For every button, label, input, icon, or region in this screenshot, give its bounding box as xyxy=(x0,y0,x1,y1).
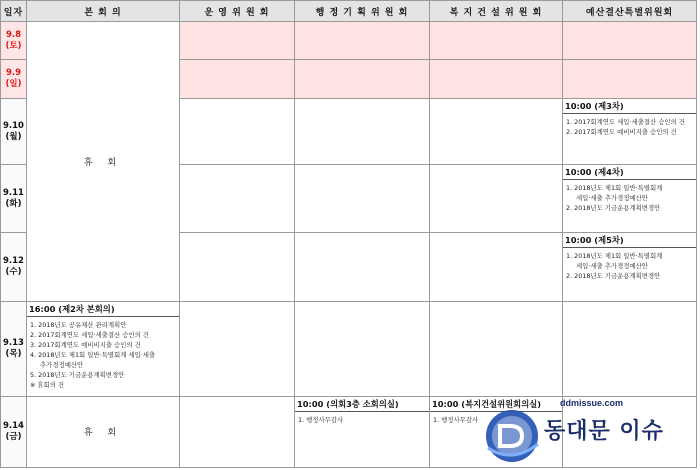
agenda-list xyxy=(563,117,696,137)
day-dow: (수) xyxy=(5,267,22,278)
agenda-list xyxy=(27,320,179,380)
cell-admin xyxy=(295,99,430,165)
row-9-8 xyxy=(1,22,697,60)
header-plenary: 본 회 의 xyxy=(27,1,180,22)
cell-welfare xyxy=(430,165,563,233)
cell-admin xyxy=(295,233,430,301)
header-steering: 운 영 위 원 회 xyxy=(180,1,295,22)
agenda-item: 추가경정예산안 xyxy=(40,360,84,369)
cell-steering xyxy=(180,396,295,467)
agenda-item: 5. 2018년도 기금운용계획변경안 xyxy=(30,370,125,379)
cell-admin xyxy=(295,396,430,467)
agenda-list xyxy=(563,251,696,281)
agenda-item: 2. 2018년도 기금운용계획변경안 xyxy=(566,204,661,213)
cell-budget xyxy=(563,301,697,396)
cell-admin xyxy=(295,22,430,60)
agenda-item: 4. 2018년도 제1회 일반·특별회계 세입·세출 xyxy=(30,350,156,359)
header-welfare: 복 지 건 설 위 원 회 xyxy=(430,1,563,22)
cell-welfare xyxy=(430,301,563,396)
cell-steering xyxy=(180,22,295,60)
session-title: 10:00 (제5차) xyxy=(563,233,696,248)
session-title: 10:00 (제3차) xyxy=(563,99,696,114)
cell-admin xyxy=(295,60,430,99)
cell-steering xyxy=(180,301,295,396)
day-cell xyxy=(1,165,27,233)
cell-welfare xyxy=(430,22,563,60)
session-title: 10:00 (제4차) xyxy=(563,165,696,180)
cell-admin xyxy=(295,165,430,233)
session-title: 16:00 (제2차 본회의) xyxy=(27,302,179,317)
watermark xyxy=(482,398,696,468)
cell-steering xyxy=(180,60,295,99)
cell-welfare xyxy=(430,99,563,165)
agenda-item: 1. 행정사무감사 xyxy=(298,415,344,424)
agenda-item: 세입·세출 추가경정예산안 xyxy=(576,262,648,271)
day-date: 9.13 xyxy=(3,337,24,348)
day-date: 9.8 xyxy=(5,29,22,40)
day-date: 9.11 xyxy=(3,187,24,198)
row-9-13 xyxy=(1,301,697,396)
header-budget: 예산결산특별위원회 xyxy=(563,1,697,22)
cell-budget xyxy=(563,99,697,165)
cell-plenary xyxy=(27,301,180,396)
cell-budget xyxy=(563,233,697,301)
agenda-note: ※ 휴회의 건 xyxy=(30,380,65,389)
cell-budget xyxy=(563,22,697,60)
cell-steering xyxy=(180,165,295,233)
header-date: 일자 xyxy=(1,1,27,22)
day-dow: (금) xyxy=(5,431,22,442)
day-dow: (목) xyxy=(5,348,22,359)
day-dow: (일) xyxy=(5,79,22,90)
session-title: 10:00 (복지건설위원회의실) xyxy=(430,397,562,412)
dd-logo-icon xyxy=(482,404,542,464)
day-cell xyxy=(1,99,27,165)
day-date: 9.14 xyxy=(3,420,24,431)
agenda-item: 1. 2017회계연도 세입·세출결산 승인의 건 xyxy=(566,118,685,127)
day-dow: (월) xyxy=(5,131,22,142)
agenda-item: 1. 행정사무감사 xyxy=(433,415,479,424)
day-cell xyxy=(1,396,27,467)
cell-admin xyxy=(295,301,430,396)
watermark-url: ddmissue.com xyxy=(560,398,624,408)
agenda-item: 1. 2018년도 제1회 일반·특별회계 xyxy=(566,184,663,193)
cell-steering xyxy=(180,99,295,165)
agenda-list xyxy=(563,183,696,213)
day-date: 9.12 xyxy=(3,256,24,267)
cell-budget xyxy=(563,165,697,233)
day-cell xyxy=(1,22,27,60)
agenda-item: 2. 2017회계연도 예비비지출 승인의 건 xyxy=(566,128,677,137)
day-date: 9.9 xyxy=(5,68,22,79)
cell-budget xyxy=(563,60,697,99)
plenary-recess: 휴 회 xyxy=(27,396,180,467)
plenary-recess: 휴 회 xyxy=(27,22,180,302)
day-cell xyxy=(1,60,27,99)
agenda-list xyxy=(295,415,429,425)
cell-welfare xyxy=(430,233,563,301)
header-admin: 행 정 기 획 위 원 회 xyxy=(295,1,430,22)
agenda-item: 세입·세출 추가경정예산안 xyxy=(576,194,648,203)
agenda-item: 1. 2018년도 공유재산 관리계획안 xyxy=(30,320,127,329)
watermark-name: 동대문 이슈 xyxy=(544,419,664,444)
agenda-item: 2. 2018년도 기금운용계획변경안 xyxy=(566,272,661,281)
agenda-item: 2. 2017회계연도 세입·세출결산 승인의 건 xyxy=(30,330,149,339)
cell-steering xyxy=(180,233,295,301)
day-dow: (화) xyxy=(5,198,22,209)
session-title: 10:00 (의회3층 소회의실) xyxy=(295,397,429,412)
agenda-item: 3. 2017회계연도 예비비지출 승인의 건 xyxy=(30,340,141,349)
agenda-item: 1. 2018년도 제1회 일반·특별회계 xyxy=(566,252,663,261)
day-date: 9.10 xyxy=(3,120,24,131)
header-row xyxy=(1,1,697,22)
day-cell xyxy=(1,233,27,301)
cell-welfare xyxy=(430,60,563,99)
day-cell xyxy=(1,301,27,396)
day-dow: (토) xyxy=(5,40,22,51)
